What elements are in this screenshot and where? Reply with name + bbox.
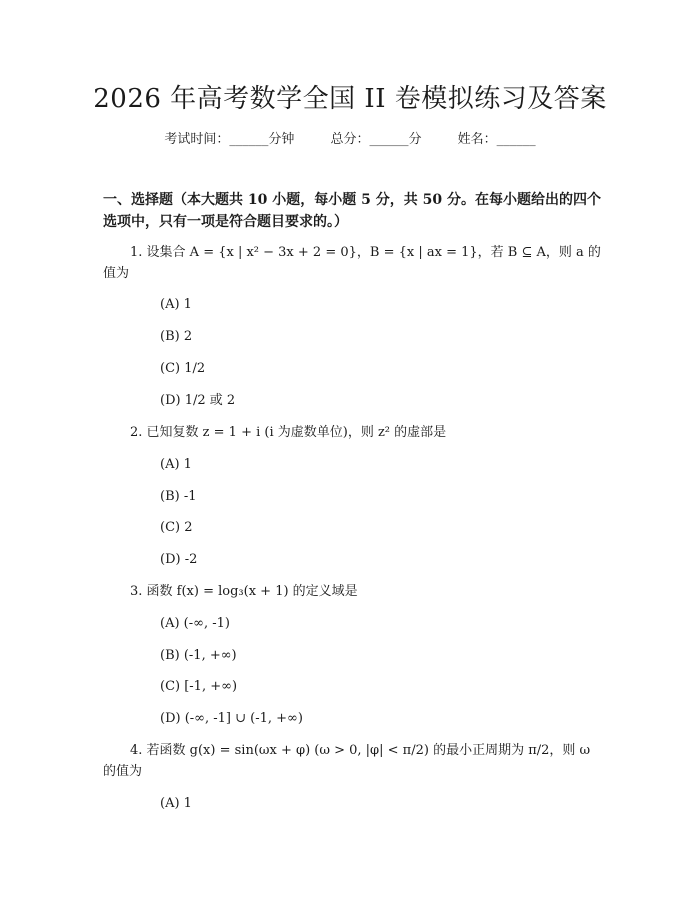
- question-2-option-c: (C) 2: [160, 520, 193, 535]
- question-3-option-a: (A) (-∞, -1): [160, 616, 230, 631]
- total-score-field: 总分：______分: [330, 132, 422, 147]
- question-3-stem: 3. 函数 f(x) = log₃(x + 1) 的定义域是: [130, 584, 358, 599]
- section-heading-choice: 一、选择题（本大题共 10 小题，每小题 5 分，共 50 分。在每小题给出的四个选项中，只有一项是符合题目要求的。）: [103, 192, 601, 230]
- question-1-option-b: (B) 2: [160, 329, 193, 344]
- exam-meta: [0, 131, 700, 149]
- question-2-option-a: (A) 1: [160, 457, 192, 472]
- question-1-stem: 1. 设集合 A = {x | x² − 3x + 2 = 0}，B = {x | ax = 1}，若 B ⊆ A，则 a 的值为: [103, 245, 601, 281]
- question-3-option-b: (B) (-1, +∞): [160, 648, 237, 663]
- question-3-option-d: (D) (-∞, -1] ∪ (-1, +∞): [160, 711, 303, 726]
- exam-time-field: 考试时间：______分钟: [164, 132, 295, 147]
- page-title: 2026 年高考数学全国 II 卷模拟练习及答案: [93, 84, 607, 114]
- question-4-stem: 4. 若函数 g(x) = sin(ωx + φ) (ω > 0, |φ| < π/2) 的最小正周期为 π/2，则 ω 的值为: [103, 743, 591, 779]
- question-1-option-a: (A) 1: [160, 297, 192, 312]
- question-2-option-d: (D) -2: [160, 552, 198, 567]
- question-2-option-b: (B) -1: [160, 489, 197, 504]
- question-3-option-c: (C) [-1, +∞): [160, 679, 238, 694]
- question-2-stem: 2. 已知复数 z = 1 + i (i 为虚数单位)，则 z² 的虚部是: [130, 425, 447, 440]
- student-name-field: 姓名：______: [457, 132, 536, 147]
- question-1-option-d: (D) 1/2 或 2: [160, 393, 236, 408]
- question-1-option-c: (C) 1/2: [160, 361, 206, 376]
- question-4-option-a: (A) 1: [160, 796, 192, 811]
